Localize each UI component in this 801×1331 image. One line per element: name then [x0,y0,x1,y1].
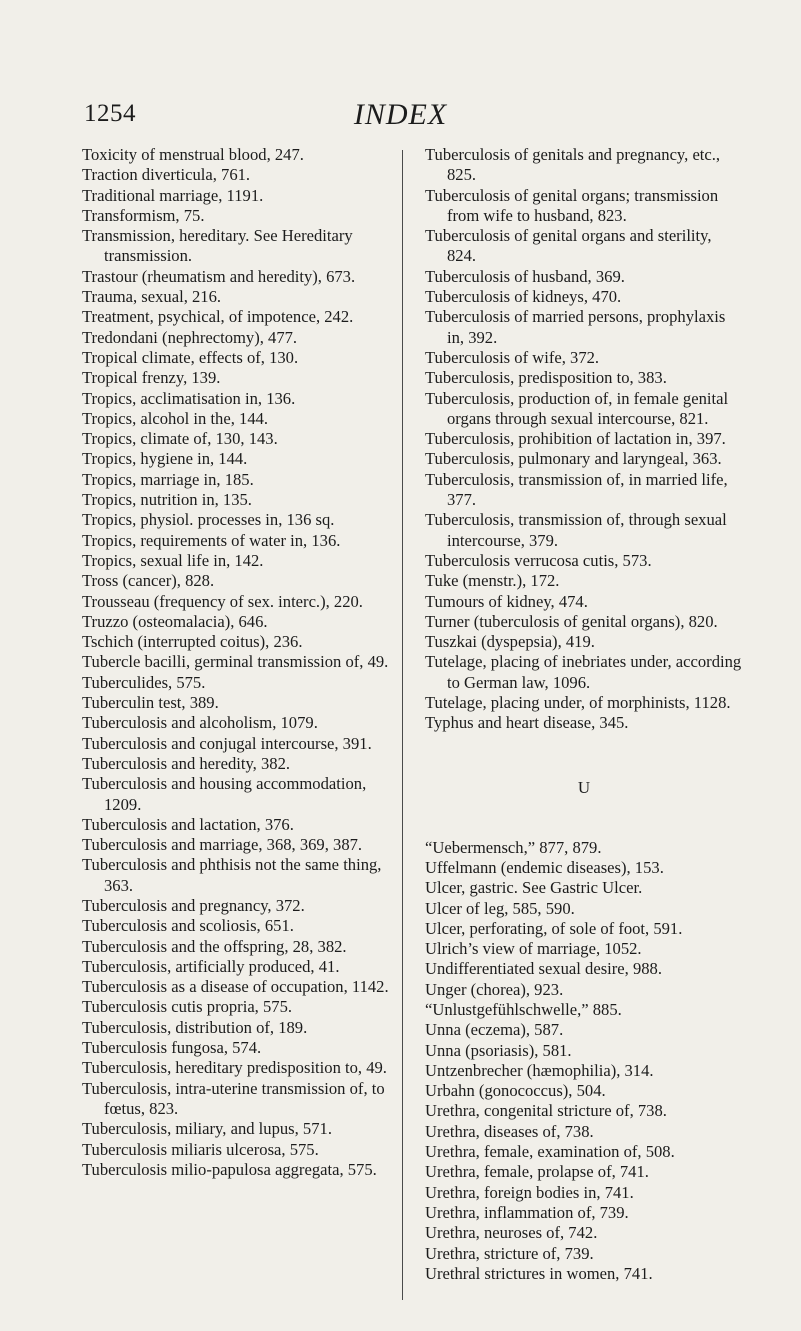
index-entry: Urethra, inflammation of, 739. [425,1202,629,1222]
index-entry: Tropical frenzy, 139. [82,368,221,388]
index-entry: Urethra, stricture of, 739. [425,1243,594,1263]
column-divider [402,150,403,1300]
index-entry: Tropics, physiol. processes in, 136 sq. [82,510,335,530]
index-entry: Tuberculosis and pregnancy, 372. [82,895,305,915]
index-entry: Tropics, nutrition in, 135. [82,490,252,510]
index-entry: Tuberculin test, 389. [82,693,219,713]
index-entry: Tuberculides, 575. [82,672,206,692]
index-entry: Tropics, acclimatisation in, 136. [82,388,296,408]
index-entry: Tuberculosis and marriage, 368, 369, 387. [82,835,363,855]
index-entry: Tuberculosis of kidneys, 470. [425,287,622,307]
index-entry: Untzenbrecher (hæmophilia), 314. [425,1060,654,1080]
index-entry: “Unlustgefühlschwelle,” 885. [425,999,622,1019]
index-entry: Tuberculosis, transmission of, through sexual intercourse, 379. [425,510,727,550]
index-entry: Tredondani (nephrectomy), 477. [82,327,298,347]
index-entry: Transformism, 75. [82,205,205,225]
index-entry: Tuberculosis, intra-uterine transmission of, to fœtus, 823. [82,1078,385,1118]
index-entry: Uffelmann (endemic diseases), 153. [425,857,664,877]
index-section-u [425,838,743,1285]
index-entry: Unna (psoriasis), 581. [425,1040,572,1060]
index-entry: Tumours of kidney, 474. [425,591,588,611]
index-entry: Tuberculosis and phthisis not the same thing, 363. [82,855,382,895]
index-entry: Urethral strictures in women, 741. [425,1263,653,1283]
index-entry: Tuberculosis, distribution of, 189. [82,1017,308,1037]
index-entry: Urethra, foreign bodies in, 741. [425,1182,634,1202]
index-entry: Urethra, congenital stricture of, 738. [425,1101,667,1121]
page-header [0,98,801,134]
index-entry: Tuberculosis, production of, in female genital organs through sexual intercourse, 821. [425,388,729,428]
index-entry: Tuberculosis of genitals and pregnancy, etc., 825. [425,145,721,185]
index-entry: Tropics, requirements of water in, 136. [82,530,341,550]
index-entry: Trousseau (frequency of sex. interc.), 220. [82,591,363,611]
index-entry: Tuszkai (dyspepsia), 419. [425,632,595,652]
index-entry: Tuberculosis of married persons, prophylaxis in, 392. [425,307,726,347]
index-entry: Tuberculosis, hereditary predisposition to, 49. [82,1058,387,1078]
index-entry: Tuberculosis and conjugal intercourse, 391. [82,733,372,753]
index-entry: Tuberculosis of wife, 372. [425,347,600,367]
index-entry: Traditional marriage, 1191. [82,185,264,205]
index-entry: Trauma, sexual, 216. [82,287,222,307]
index-entry: Tuberculosis cutis propria, 575. [82,997,293,1017]
index-entry: Treatment, psychical, of impotence, 242. [82,307,354,327]
index-entry: Unger (chorea), 923. [425,979,564,999]
index-entry: Urethra, female, prolapse of, 741. [425,1162,649,1182]
index-entry: Tuberculosis, artificially produced, 41. [82,956,340,976]
index-entry: Undifferentiated sexual desire, 988. [425,959,662,979]
index-entry: Transmission, hereditary. See Hereditary transmission. [82,226,353,266]
index-entry: Tuberculosis miliaris ulcerosa, 575. [82,1139,319,1159]
index-entry: Tuberculosis fungosa, 574. [82,1038,262,1058]
index-entry: Truzzo (osteomalacia), 646. [82,611,268,631]
index-entry: Toxicity of menstrual blood, 247. [82,145,304,164]
index-entry: Tschich (interrupted coitus), 236. [82,632,303,652]
index-entry: Urbahn (gonococcus), 504. [425,1081,606,1101]
index-entry: Tuberculosis and housing accommodation, 1209. [82,774,367,814]
index-entry: Tuberculosis, predisposition to, 383. [425,368,667,388]
index-entry: Tropics, hygiene in, 144. [82,449,248,469]
right-column [425,145,743,1284]
index-entry: Urethra, neuroses of, 742. [425,1223,598,1243]
index-entry: Tuberculosis milio-papulosa aggregata, 575. [82,1159,377,1179]
index-entry: Tuberculosis as a disease of occupation, 1142. [82,977,389,997]
section-letter: U [577,777,591,797]
index-entry: Typhus and heart disease, 345. [425,713,629,733]
index-entry: Tuberculosis, miliary, and lupus, 571. [82,1119,332,1139]
index-entry: Trastour (rheumatism and heredity), 673. [82,266,356,286]
index-entry: Tross (cancer), 828. [82,571,215,591]
index-entry: Tropics, climate of, 130, 143. [82,429,278,449]
index-entry: Urethra, female, examination of, 508. [425,1142,675,1162]
index-entry: Tuberculosis, transmission of, in married life, 377. [425,469,728,510]
index-entry: Turner (tuberculosis of genital organs), 820. [425,611,718,631]
index-entry: Tropics, alcohol in the, 144. [82,408,269,428]
index-entry: Tuberculosis and lactation, 376. [82,814,294,834]
index-entry: “Uebermensch,” 877, 879. [425,837,602,857]
index-entry: Tropics, sexual life in, 142. [82,550,264,570]
index-entry: Unna (eczema), 587. [425,1020,564,1040]
index-entry: Tuberculosis and heredity, 382. [82,753,291,773]
index-entry: Tubercle bacilli, germinal transmission of, 49. [82,652,389,672]
index-entry: Tuberculosis of husband, 369. [425,266,625,286]
index-entry: Ulcer of leg, 585, 590. [425,898,575,918]
index-entry: Tuberculosis verrucosa cutis, 573. [425,550,652,570]
index-entry: Tropics, marriage in, 185. [82,469,254,489]
index-entry: Tuberculosis and scoliosis, 651. [82,916,294,936]
index-entry: Tuberculosis, prohibition of lactation in, 397. [425,429,726,449]
index-entry: Traction diverticula, 761. [82,165,251,185]
index-section-t [425,145,743,734]
index-entry: Tropical climate, effects of, 130. [82,347,299,367]
index-entry: Tuke (menstr.), 172. [425,571,560,591]
index-entry: Ulrich’s view of marriage, 1052. [425,939,642,959]
index-entry: Tutelage, placing under, of morphinists, 1128. [425,693,731,713]
left-column [82,145,397,1180]
page-title: INDEX [353,98,448,131]
index-entry: Urethra, diseases of, 738. [425,1121,594,1141]
index-entry: Tuberculosis, pulmonary and laryngeal, 363. [425,449,722,469]
index-entry: Tuberculosis and the offspring, 28, 382. [82,936,347,956]
index-entry: Tuberculosis of genital organs and sterility, 824. [425,226,712,266]
index-entry: Tutelage, placing of inebriates under, according to German law, 1096. [425,652,742,692]
index-entry: Ulcer, perforating, of sole of foot, 591. [425,918,683,938]
index-entry: Ulcer, gastric. See Gastric Ulcer. [425,878,643,898]
index-entry: Tuberculosis of genital organs; transmission from wife to husband, 823. [425,185,719,225]
page-number: 1254 [84,100,136,127]
index-entry: Tuberculosis and alcoholism, 1079. [82,713,318,733]
